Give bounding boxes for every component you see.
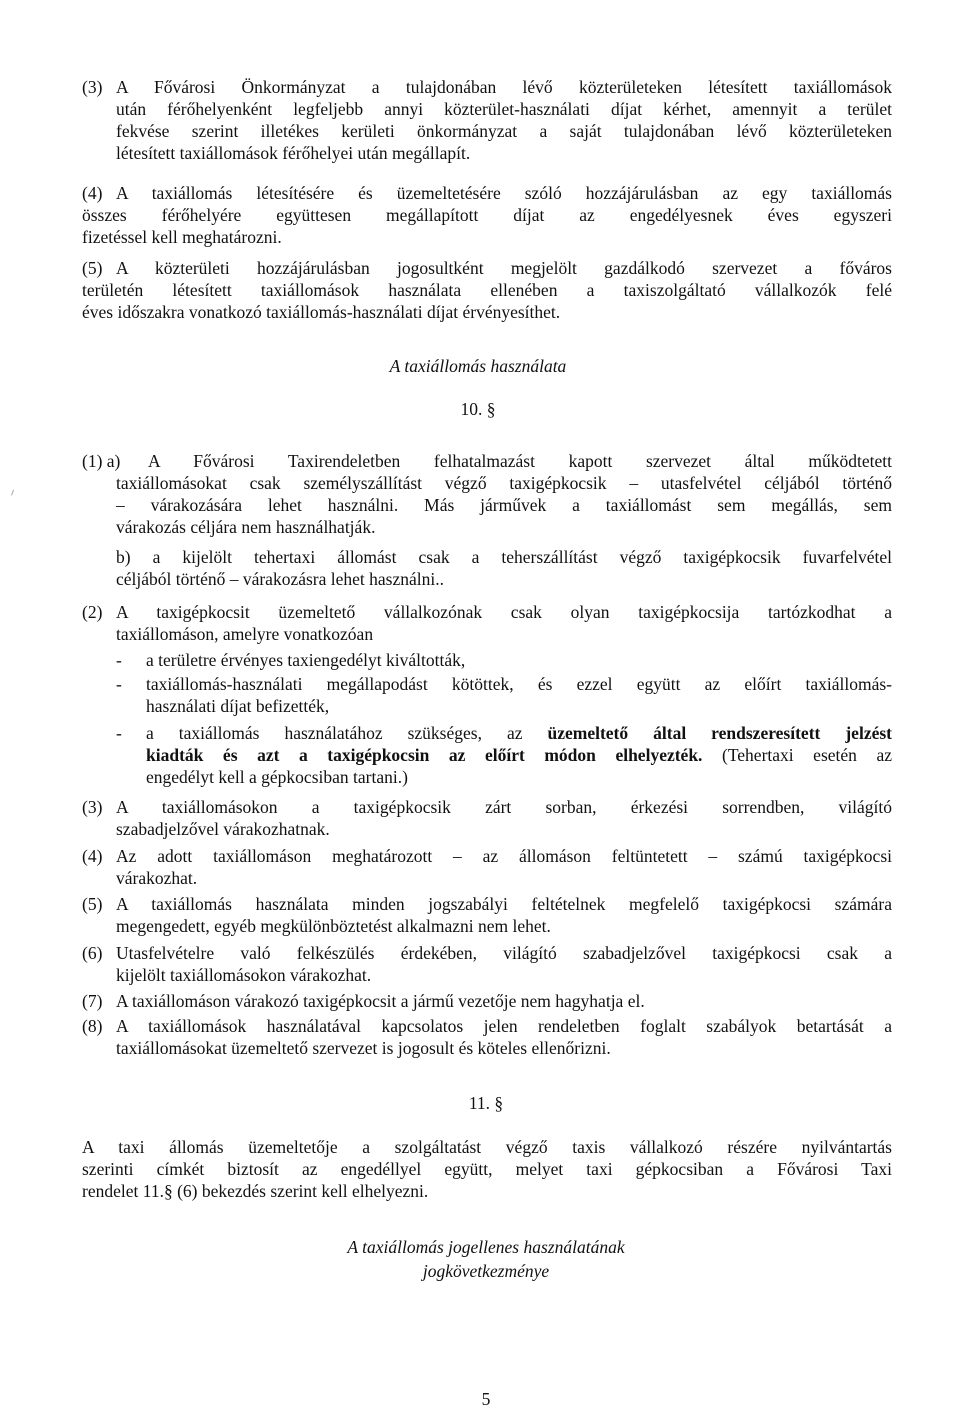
text-line: A taxiállomások használatával kapcsolatos jelen rendeletben foglalt szabályok betartását a [116,1016,892,1036]
text-line: céljából történő – várakozásra lehet használni.. [116,569,444,589]
text-line: megengedett, egyéb megkülönböztetést alkalmazni nem lehet. [116,916,551,936]
text-line: szerinti címkét biztosít az engedéllyel együtt, melyet taxi gépkocsiban a Fővárosi Taxi [82,1159,892,1179]
paragraph-number: (3) [82,77,103,97]
paragraph-10-3 [116,796,892,840]
text-line: területén létesített taxiállomások használata ellenében a taxiszolgáltató vállalkozók felé [82,280,892,300]
text-line: Utasfelvételre való felkészülés érdekében, világító szabadjelzővel taxigépkocsi csak a [116,943,892,963]
section-label: 10. § [460,399,496,419]
page-number: 5 [481,1389,491,1409]
bold-text: kiadták és azt a taxigépkocsin az előírt módon elhelyezték. [146,745,703,765]
paragraph-number: (2) [82,602,103,622]
text-line: létesített taxiállomások férőhelyei után megállapít. [116,143,471,163]
text-line: engedélyt kell a gépkocsiban tartani.) [146,767,408,787]
margin-mark [11,490,16,497]
text-line: összes férőhelyére együttesen megállapított díjat az engedélyesnek éves egyszeri [82,205,892,225]
text-line: A taxiállomásokon a taxigépkocsik zárt sorban, érkezési sorrendben, világító [116,797,892,817]
text-line: A közterületi hozzájárulásban jogosultként megjelölt gazdálkodó szervezet a főváros [116,258,892,278]
text-line [146,744,892,766]
list-dash: - [116,723,122,743]
text-line: Az adott taxiállomáson meghatározott – az állomáson feltüntetett – számú taxigépkocsi [116,846,892,866]
paragraph-10-2 [116,601,892,645]
list-item [146,673,892,717]
section-heading: A taxiállomás jogellenes használatának [347,1237,625,1257]
paragraph-9-5 [116,257,892,279]
paragraph-10-1a-continued [116,472,892,538]
text-run: a taxiállomás használatához szükséges, az [146,723,548,743]
paragraph-10-6 [116,942,892,986]
paragraph-number: (5) [82,894,103,914]
text-line: b) a kijelölt tehertaxi állomást csak a teherszállítást végző taxigépkocsik fuvarfelvétel [116,547,892,567]
text-line: A taxiállomás használata minden jogszabályi feltételnek megfelelő taxigépkocsi számára [116,894,892,914]
section-label: 11. § [468,1093,504,1113]
paragraph-11 [82,1136,892,1202]
text-line: A taxigépkocsit üzemeltető vállalkozónak csak olyan taxigépkocsija tartózkodhat a [116,602,892,622]
paragraph-number: (4) [82,846,103,866]
text-line: várakozás céljára nem használhatják. [116,517,376,537]
text-line: kijelölt taxiállomásokon várakozhat. [116,965,372,985]
list-dash: - [116,650,122,670]
text-line: A taxiállomás létesítésére és üzemeltetésére szóló hozzájárulásban az egy taxiállomás [116,183,892,203]
paragraph-10-1b [116,546,892,590]
paragraph-10-5 [116,893,892,937]
text-line: A taxiállomáson várakozó taxigépkocsit a jármű vezetője nem hagyhatja el. [116,991,645,1011]
paragraph-10-4 [116,845,892,889]
paragraph-9-4-continued [82,204,892,248]
text-line: fizetéssel kell meghatározni. [82,227,282,247]
text-line: után férőhelyenként legfeljebb annyi közterület-használati díjat kérhet, amennyit a terület [116,99,892,119]
section-heading: jogkövetkezménye [422,1261,550,1281]
paragraph-number: (7) [82,991,103,1011]
text-line: szabadjelzővel várakozhatnak. [116,819,330,839]
paragraph-10-8 [116,1015,892,1059]
text-line: taxiállomásokat üzemeltető szervezet is jogosult és köteles ellenőrizni. [116,1038,611,1058]
paragraph-number: (4) [82,183,103,203]
paragraph-10-1a [148,450,892,472]
paragraph-number: (1) a) [82,451,121,471]
text-line: a területre érvényes taxiengedélyt kiváltották, [146,650,466,670]
list-item [146,649,892,671]
text-line: taxiállomás-használati megállapodást kötöttek, és ezzel együtt az előírt taxiállomás- [146,674,892,694]
text-line: taxiállomáson, amelyre vonatkozóan [116,624,374,644]
text-line: taxiállomásokat csak személyszállítást végző taxigépkocsik – utasfelvétel céljából történő [116,473,892,493]
bold-text: üzemeltető által rendszeresített jelzést [547,723,892,743]
paragraph-9-3 [116,76,892,164]
text-line: – várakozására lehet használni. Más járművek a taxiállomást sem megállás, sem [116,495,892,515]
section-heading: A taxiállomás használata [389,356,567,376]
text-line [146,722,892,744]
paragraph-9-4 [116,182,892,204]
text-run: (Tehertaxi esetén az [702,745,892,765]
text-line: várakozhat. [116,868,198,888]
text-line: A Fővárosi Taxirendeletben felhatalmazást kapott szervezet által működtetett [148,451,892,471]
text-line: rendelet 11.§ (6) bekezdés szerint kell elhelyezni. [82,1181,429,1201]
text-line: használati díjat befizették, [146,696,330,716]
paragraph-10-7 [116,990,892,1012]
text-line: A taxi állomás üzemeltetője a szolgáltatást végző taxis vállalkozó részére nyilvántartás [82,1137,892,1157]
text-line: A Fővárosi Önkormányzat a tulajdonában lévő közterületeken létesített taxiállomások [116,77,892,97]
paragraph-number: (3) [82,797,103,817]
paragraph-number: (6) [82,943,103,963]
paragraph-number: (5) [82,258,103,278]
list-item [146,722,892,788]
text-line: éves időszakra vonatkozó taxiállomás-használati díjat érvényesíthet. [82,302,561,322]
list-dash: - [116,674,122,694]
paragraph-number: (8) [82,1016,103,1036]
text-line: fekvése szerint illetékes kerületi önkormányzat a saját tulajdonában lévő közterületeken [116,121,892,141]
paragraph-9-5-continued [82,279,892,323]
